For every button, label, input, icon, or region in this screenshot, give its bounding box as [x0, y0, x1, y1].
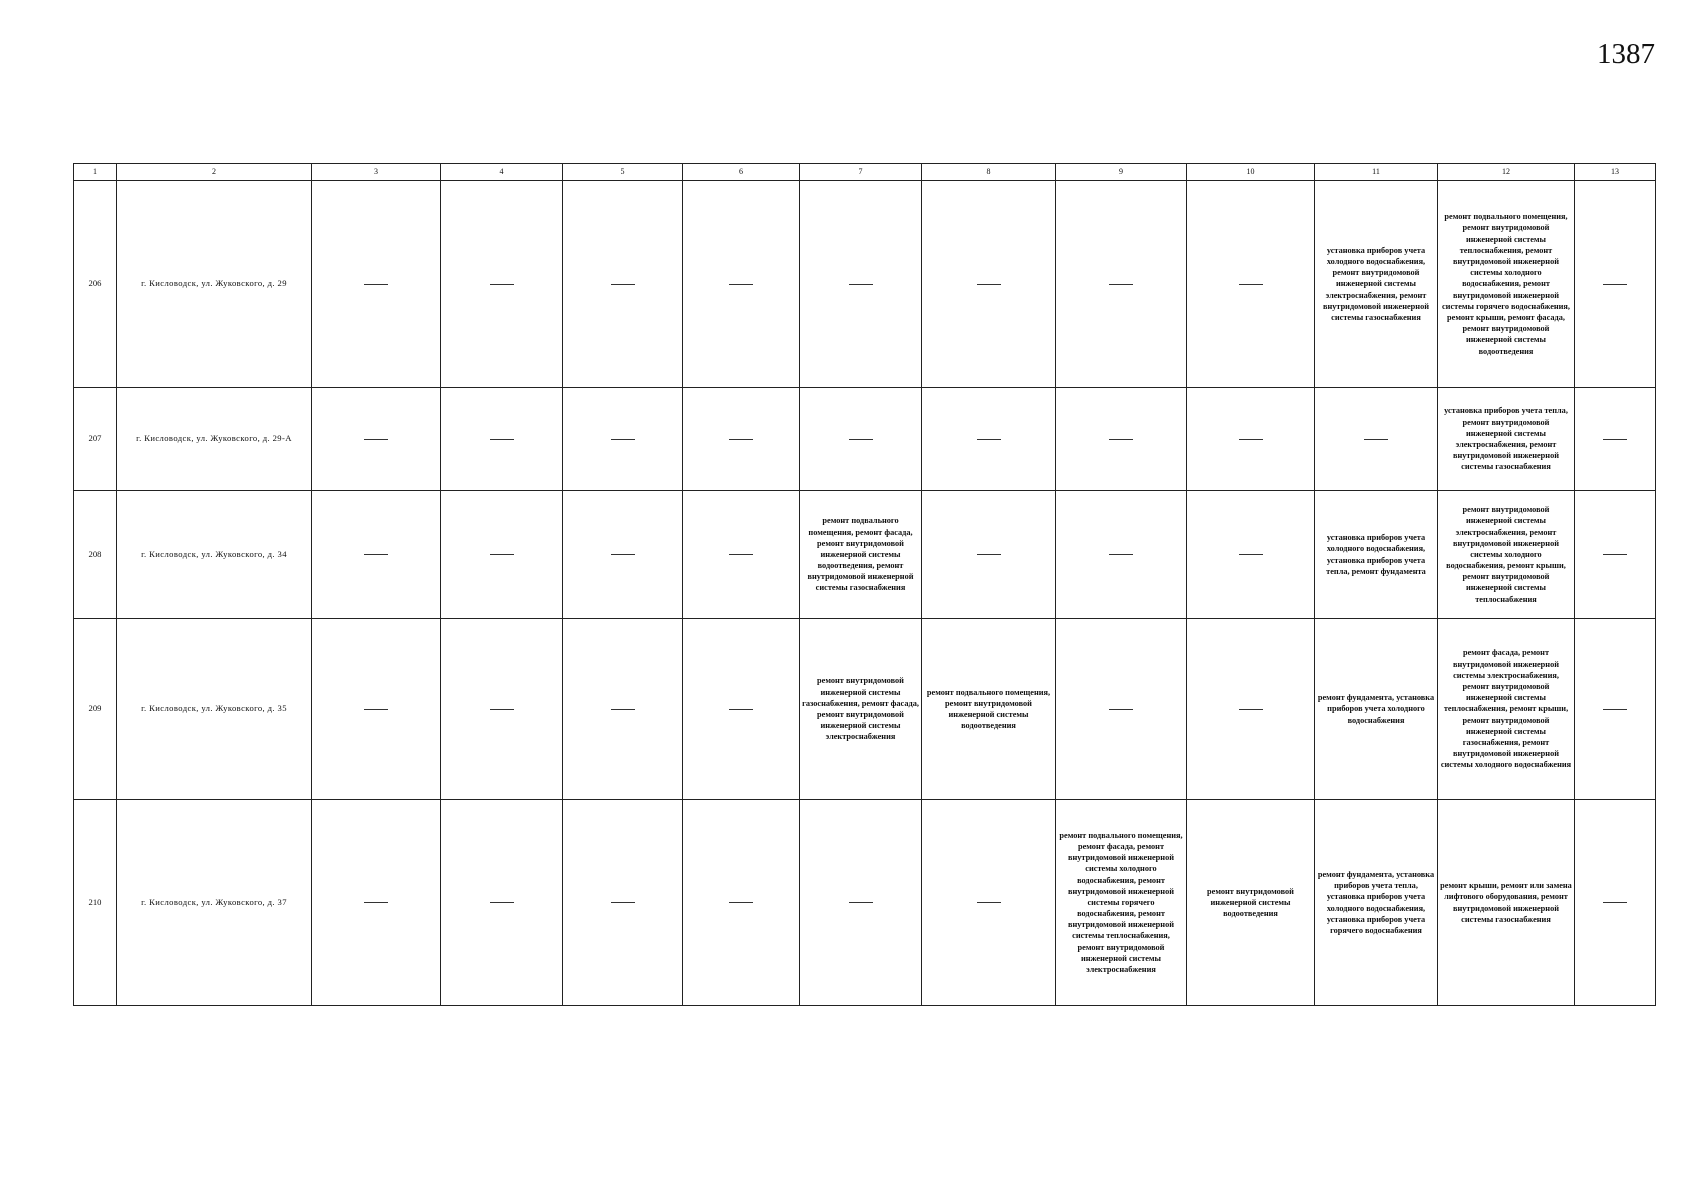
dash — [364, 439, 388, 440]
empty-cell — [683, 619, 800, 800]
empty-cell — [441, 181, 563, 388]
work-description: ремонт подвального помещения, ремонт внутридомовой инженерной системы водоотведения — [926, 687, 1051, 731]
dash — [1603, 554, 1627, 555]
dash — [729, 554, 753, 555]
column-header: 9 — [1056, 164, 1187, 181]
dash — [490, 439, 514, 440]
table-row — [74, 800, 1656, 1006]
dash — [729, 902, 753, 903]
empty-cell — [800, 181, 922, 388]
work-description: ремонт внутридомовой инженерной системы электроснабжения, ремонт внутридомовой инженерной системы холодного водоснабжения, ремонт крыши, ремонт внутридомовой инженерной системы теплоснабжения — [1446, 505, 1566, 604]
empty-cell — [922, 491, 1056, 619]
empty-cell — [1187, 388, 1315, 491]
dash — [611, 709, 635, 710]
address-cell: г. Кисловодск, ул. Жуковского, д. 29 — [117, 181, 312, 388]
empty-cell — [1575, 800, 1656, 1006]
dash — [611, 554, 635, 555]
empty-cell — [563, 619, 683, 800]
empty-cell — [563, 800, 683, 1006]
dash — [1603, 284, 1627, 285]
column-header: 7 — [800, 164, 922, 181]
dash — [611, 284, 635, 285]
work-description: ремонт внутридомовой инженерной системы газоснабжения, ремонт фасада, ремонт внутридомовой инженерной системы электроснабжения — [802, 676, 919, 742]
empty-cell — [683, 388, 800, 491]
empty-cell — [1575, 388, 1656, 491]
empty-cell — [312, 800, 441, 1006]
dash — [364, 709, 388, 710]
dash — [1239, 709, 1263, 710]
column-header: 8 — [922, 164, 1056, 181]
dash — [1109, 284, 1133, 285]
dash — [1603, 439, 1627, 440]
dash — [611, 439, 635, 440]
work-cell — [1315, 181, 1438, 388]
column-header: 10 — [1187, 164, 1315, 181]
column-header: 1 — [74, 164, 117, 181]
dash — [977, 902, 1001, 903]
dash — [849, 284, 873, 285]
dash — [490, 284, 514, 285]
dash — [1239, 554, 1263, 555]
row-number: 207 — [74, 388, 117, 491]
dash — [977, 554, 1001, 555]
work-description: ремонт подвального помещения, ремонт фасада, ремонт внутридомовой инженерной системы водоотведения, ремонт внутридомовой инженерной системы газоснабжения — [807, 516, 914, 593]
column-header: 12 — [1438, 164, 1575, 181]
dash — [364, 554, 388, 555]
table-row — [74, 388, 1656, 491]
row-number: 206 — [74, 181, 117, 388]
empty-cell — [683, 800, 800, 1006]
empty-cell — [1315, 388, 1438, 491]
dash — [490, 902, 514, 903]
work-description: ремонт подвального помещения, ремонт фасада, ремонт внутридомовой инженерной системы холодного водоснабжения, ремонт внутридомовой инженерной системы горячего водоснабжения, ремонт внутридомовой инженерной системы теплоснабжения, ремонт внутридомовой инженерной системы электроснабжения — [1059, 830, 1183, 975]
table-row — [74, 491, 1656, 619]
empty-cell — [563, 181, 683, 388]
repair-schedule-table — [73, 163, 1656, 1006]
work-cell — [1315, 491, 1438, 619]
address-cell: г. Кисловодск, ул. Жуковского, д. 29-А — [117, 388, 312, 491]
work-description: установка приборов учета тепла, ремонт внутридомовой инженерной системы электроснабжения, ремонт внутридомовой инженерной системы газоснабжения — [1444, 406, 1568, 472]
column-header: 6 — [683, 164, 800, 181]
dash — [1109, 554, 1133, 555]
empty-cell — [441, 619, 563, 800]
work-cell — [1438, 181, 1575, 388]
empty-cell — [1056, 388, 1187, 491]
work-description: ремонт внутридомовой инженерной системы водоотведения — [1207, 886, 1294, 919]
empty-cell — [1187, 619, 1315, 800]
dash — [1603, 902, 1627, 903]
work-description: ремонт фасада, ремонт внутридомовой инженерной системы электроснабжения, ремонт внутридомовой инженерной системы теплоснабжения, ремонт крыши, ремонт внутридомовой инженерной системы газоснабжения, ремонт внутридомовой инженерной системы холодного водоснабжения — [1440, 648, 1572, 770]
empty-cell — [922, 388, 1056, 491]
empty-cell — [312, 181, 441, 388]
work-cell — [1315, 619, 1438, 800]
empty-cell — [312, 388, 441, 491]
empty-cell — [683, 181, 800, 388]
empty-cell — [312, 619, 441, 800]
dash — [1109, 709, 1133, 710]
empty-cell — [1575, 181, 1656, 388]
address-cell: г. Кисловодск, ул. Жуковского, д. 35 — [117, 619, 312, 800]
work-description: ремонт подвального помещения, ремонт внутридомовой инженерной системы теплоснабжения, ремонт внутридомовой инженерной системы холодного водоснабжения, ремонт внутридомовой инженерной системы горячего водоснабжения, ремонт крыши, ремонт фасада, ремонт внутридомовой инженерной системы водоотведения — [1441, 212, 1570, 356]
empty-cell — [1056, 619, 1187, 800]
dash — [611, 902, 635, 903]
work-description: установка приборов учета холодного водоснабжения, установка приборов учета тепла, ремонт фундамента — [1326, 533, 1426, 576]
empty-cell — [922, 181, 1056, 388]
empty-cell — [800, 388, 922, 491]
dash — [849, 439, 873, 440]
row-number: 209 — [74, 619, 117, 800]
address-cell: г. Кисловодск, ул. Жуковского, д. 37 — [117, 800, 312, 1006]
dash — [490, 709, 514, 710]
empty-cell — [683, 491, 800, 619]
dash — [849, 902, 873, 903]
dash — [977, 284, 1001, 285]
empty-cell — [441, 800, 563, 1006]
dash — [977, 439, 1001, 440]
empty-cell — [1575, 619, 1656, 800]
empty-cell — [922, 800, 1056, 1006]
dash — [1364, 439, 1388, 440]
table-row — [74, 181, 1656, 388]
work-cell — [1438, 388, 1575, 491]
column-header: 3 — [312, 164, 441, 181]
row-number: 208 — [74, 491, 117, 619]
empty-cell — [441, 388, 563, 491]
empty-cell — [1187, 181, 1315, 388]
work-cell — [1056, 800, 1187, 1006]
address-cell: г. Кисловодск, ул. Жуковского, д. 34 — [117, 491, 312, 619]
dash — [1239, 284, 1263, 285]
work-description: установка приборов учета холодного водоснабжения, ремонт внутридомовой инженерной системы электроснабжения, ремонт внутридомовой инженерной системы газоснабжения — [1322, 245, 1430, 322]
dash — [364, 284, 388, 285]
empty-cell — [1187, 491, 1315, 619]
work-cell — [1438, 800, 1575, 1006]
empty-cell — [312, 491, 441, 619]
empty-cell — [441, 491, 563, 619]
table-row — [74, 619, 1656, 800]
column-number-row — [74, 164, 1656, 181]
work-description: ремонт фундамента, установка приборов учета холодного водоснабжения — [1317, 693, 1435, 725]
column-header: 11 — [1315, 164, 1438, 181]
dash — [1603, 709, 1627, 710]
work-cell — [1187, 800, 1315, 1006]
work-description: ремонт крыши, ремонт или замена лифтового оборудования, ремонт внутридомовой инженерной системы газоснабжения — [1440, 881, 1572, 924]
page-number: 1387 — [1597, 38, 1655, 70]
work-cell — [1315, 800, 1438, 1006]
work-cell — [1438, 491, 1575, 619]
dash — [490, 554, 514, 555]
dash — [729, 284, 753, 285]
work-cell — [1438, 619, 1575, 800]
empty-cell — [1575, 491, 1656, 619]
work-cell — [922, 619, 1056, 800]
work-cell — [800, 491, 922, 619]
empty-cell — [563, 491, 683, 619]
dash — [729, 439, 753, 440]
work-description: ремонт фундамента, установка приборов учета тепла, установка приборов учета холодного водоснабжения, установка приборов учета горячего водоснабжения — [1317, 869, 1435, 935]
work-cell — [800, 619, 922, 800]
column-header: 2 — [117, 164, 312, 181]
column-header: 5 — [563, 164, 683, 181]
empty-cell — [563, 388, 683, 491]
empty-cell — [800, 800, 922, 1006]
empty-cell — [1056, 491, 1187, 619]
empty-cell — [1056, 181, 1187, 388]
dash — [364, 902, 388, 903]
row-number: 210 — [74, 800, 117, 1006]
dash — [1239, 439, 1263, 440]
dash — [1109, 439, 1133, 440]
dash — [729, 709, 753, 710]
column-header: 13 — [1575, 164, 1656, 181]
column-header: 4 — [441, 164, 563, 181]
